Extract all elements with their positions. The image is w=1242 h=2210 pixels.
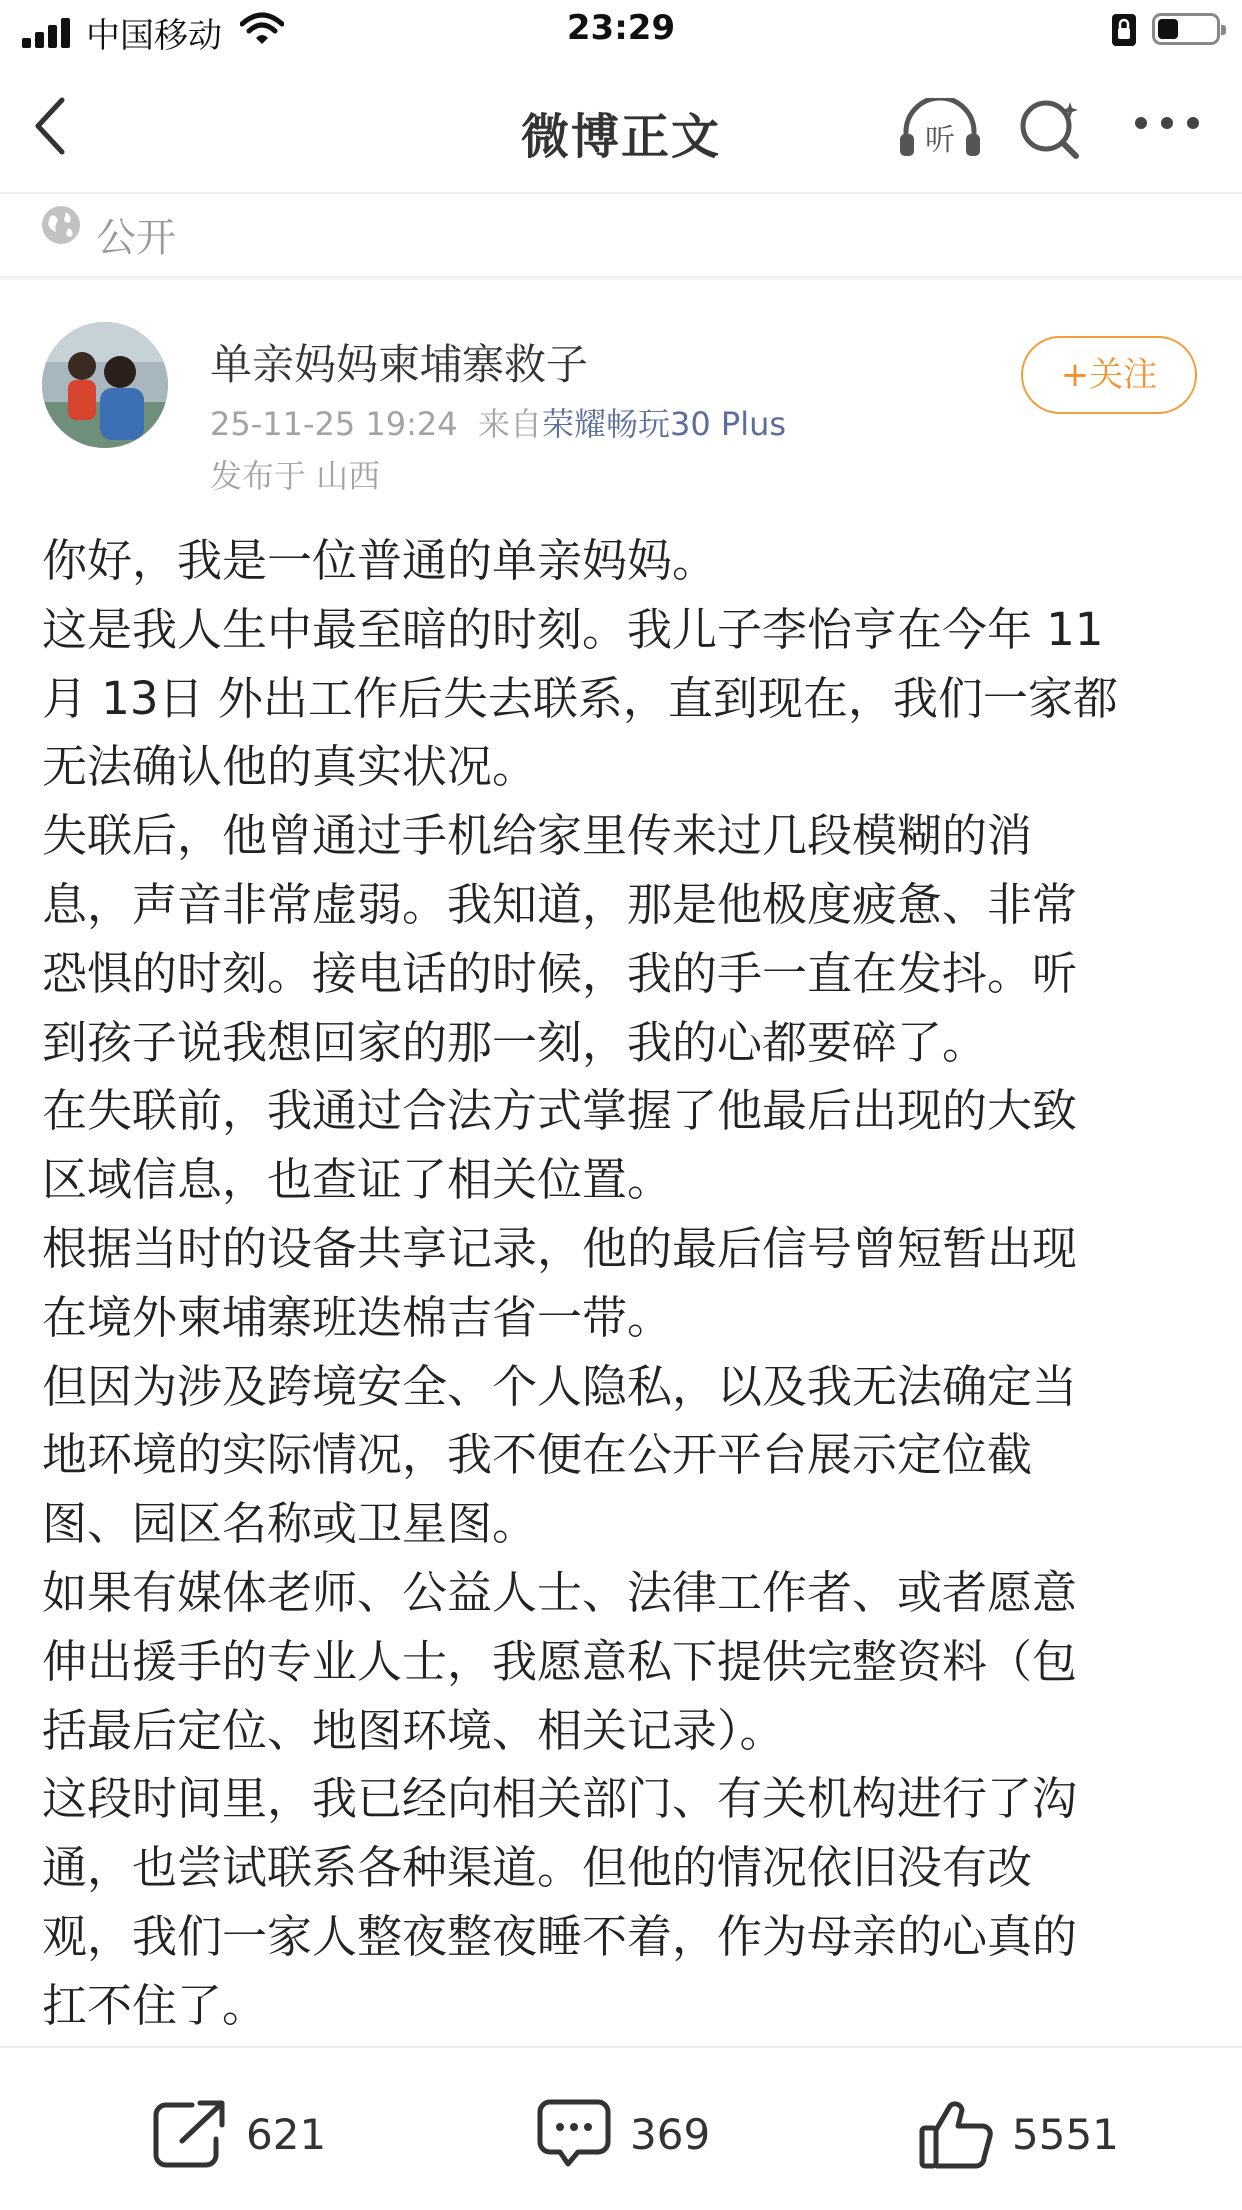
thumbs-up-icon [918, 2098, 994, 2170]
nav-bar [0, 60, 1242, 194]
post-line: 月 13日 外出工作后失去联系，直到现在，我们一家都 [42, 671, 1118, 725]
battery-icon [1152, 13, 1220, 45]
source-prefix: 来自 [477, 405, 542, 443]
post-line: 这段时间里，我已经向相关部门、有关机构进行了沟 [42, 1772, 1078, 1826]
globe-icon [40, 204, 82, 246]
section-divider [0, 278, 1242, 280]
carrier-name: 中国移动 [86, 16, 222, 56]
page-title: 微博正文 [520, 109, 721, 165]
orientation-lock-icon [1112, 14, 1136, 46]
avatar[interactable] [42, 322, 168, 448]
listen-headphone-icon[interactable] [898, 98, 982, 160]
post-line: 图、园区名称或卫星图。 [42, 1497, 538, 1551]
post-line: 扛不住了。 [42, 1978, 268, 2032]
clock: 23:29 [566, 8, 676, 48]
comment-count: 369 [630, 2109, 711, 2159]
comment-icon [536, 2098, 612, 2170]
source-device[interactable]: 荣耀畅玩30 Plus [542, 405, 787, 443]
author-name[interactable]: 单亲妈妈柬埔寨救子 [210, 340, 589, 389]
visibility-row [0, 194, 1242, 278]
post-line: 在失联前，我通过合法方式掌握了他最后出现的大致 [42, 1084, 1078, 1138]
post-line: 观，我们一家人整夜整夜睡不着，作为母亲的心真的 [42, 1909, 1078, 1963]
more-icon[interactable] [1134, 116, 1200, 130]
listen-label: 听 [925, 123, 955, 158]
like-count: 5551 [1012, 2109, 1119, 2159]
bottom-action-bar [0, 2046, 1242, 2210]
repost-button[interactable] [152, 2100, 326, 2168]
post-line: 失联后，他曾通过手机给家里传来过几段模糊的消 [42, 809, 1033, 863]
post-body [42, 527, 1212, 2041]
post-line: 通，也尝试联系各种渠道。但他的情况依旧没有改 [42, 1841, 1033, 1895]
follow-button[interactable]: +关注 [1021, 336, 1197, 414]
status-bar [0, 0, 1242, 60]
repost-icon [152, 2099, 228, 2169]
search-icon[interactable] [1016, 94, 1086, 164]
post-line: 区域信息，也查证了相关位置。 [42, 1153, 673, 1207]
post-line: 无法确认他的真实状况。 [42, 740, 538, 794]
repost-count: 621 [246, 2109, 327, 2159]
post-time: 25-11-25 19:24 [210, 405, 458, 443]
like-button[interactable] [918, 2100, 1119, 2168]
post-line: 如果有媒体老师、公益人士、法律工作者、或者愿意 [42, 1565, 1078, 1619]
post-line: 你好，我是一位普通的单亲妈妈。 [42, 534, 718, 587]
post-line: 地环境的实际情况，我不便在公开平台展示定位截 [42, 1428, 1033, 1482]
post-line: 这是我人生中最至暗的时刻。我儿子李怡亨在今年 11 [42, 602, 1104, 656]
visibility-label: 公开 [96, 215, 176, 261]
post-line: 但因为涉及跨境安全、个人隐私，以及我无法确定当 [42, 1359, 1078, 1413]
post-meta [210, 399, 786, 445]
post-line: 括最后定位、地图环境、相关记录）。 [42, 1703, 785, 1757]
post-line: 伸出援手的专业人士，我愿意私下提供完整资料（包 [42, 1634, 1078, 1688]
post-location: 发布于 山西 [210, 457, 381, 495]
post-line: 到孩子说我想回家的那一刻，我的心都要碎了。 [42, 1015, 988, 1069]
post-line: 息，声音非常虚弱。我知道，那是他极度疲惫、非常 [42, 877, 1078, 931]
comment-button[interactable] [536, 2100, 710, 2168]
post-line: 在境外柬埔寨班迭棉吉省一带。 [42, 1290, 673, 1344]
post-line: 根据当时的设备共享记录，他的最后信号曾短暂出现 [42, 1221, 1078, 1275]
post-line: 恐惧的时刻。接电话的时候，我的手一直在发抖。听 [42, 946, 1078, 1000]
